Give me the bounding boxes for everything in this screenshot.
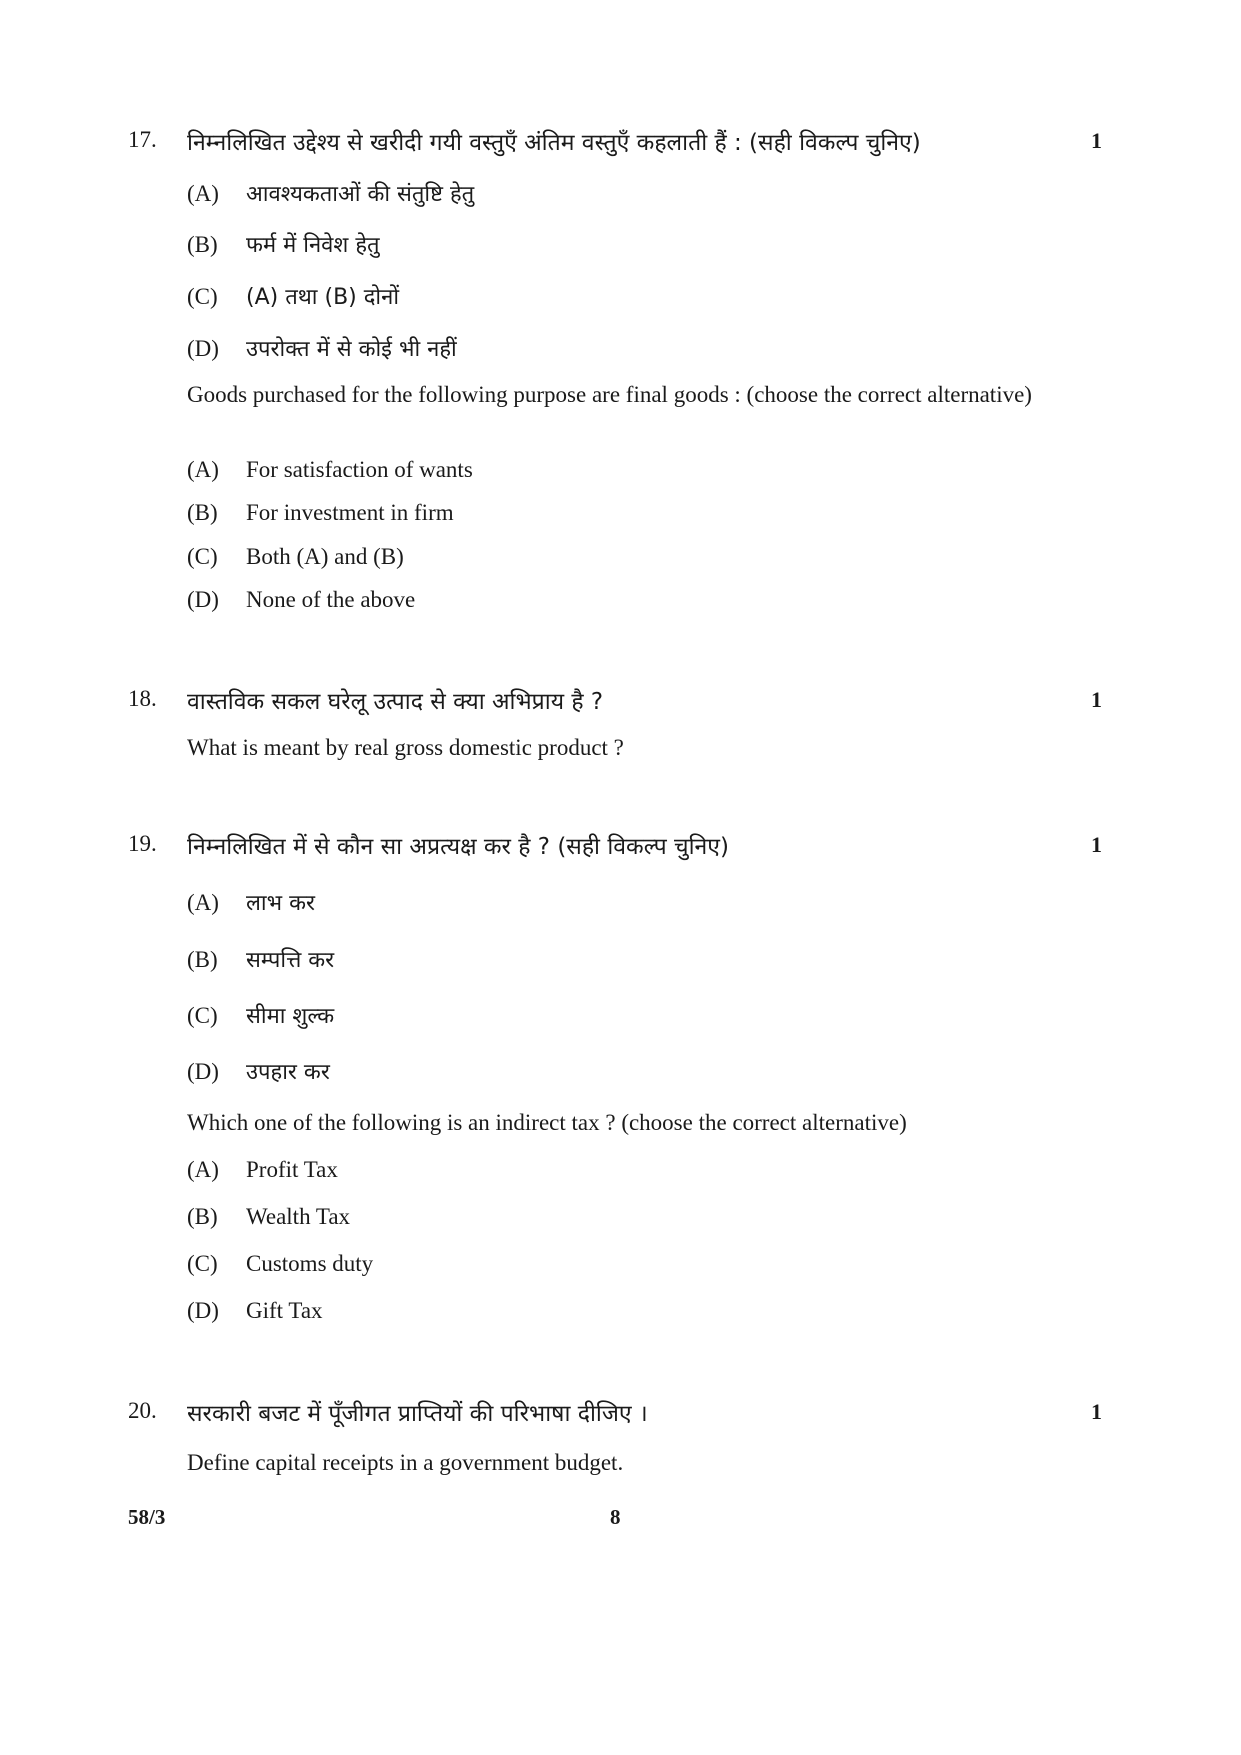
option-text: सम्पत्ति कर (246, 948, 335, 973)
marks: 1 (1091, 687, 1102, 712)
option-english-b (187, 1204, 350, 1230)
option-text: Both (A) and (B) (246, 544, 404, 569)
option-label: (B) (187, 500, 218, 525)
marks: 1 (1091, 128, 1102, 153)
question-text-english: Which one of the following is an indirect tax ? (choose the correct alternative) (187, 1110, 907, 1135)
option-english-c (187, 1251, 373, 1277)
option-text: Gift Tax (246, 1298, 323, 1323)
option-label: (D) (187, 336, 219, 361)
option-english-c (187, 544, 404, 570)
question-text-hindi: निम्नलिखित में से कौन सा अप्रत्यक्ष कर है ? (सही विकल्प चुनिए) (187, 834, 729, 860)
page-number: 8 (610, 1505, 621, 1529)
option-hindi-a (187, 178, 474, 208)
option-english-b (187, 500, 454, 526)
option-text: उपहार कर (246, 1060, 330, 1085)
option-english-a (187, 1157, 338, 1183)
option-label: (C) (187, 544, 218, 569)
option-hindi-b (187, 944, 334, 974)
question-text-english: Goods purchased for the following purpose are final goods : (choose the correct alternative) (187, 382, 1032, 407)
option-hindi-b (187, 229, 380, 259)
question-number: 20. (128, 1398, 157, 1423)
option-hindi-d (187, 333, 457, 363)
option-text: None of the above (246, 587, 416, 612)
option-label: (D) (187, 587, 219, 612)
option-text: Profit Tax (246, 1157, 338, 1182)
option-label: (A) (187, 890, 219, 915)
option-text: Wealth Tax (246, 1204, 351, 1229)
option-label: (A) (187, 1157, 219, 1182)
option-label: (D) (187, 1059, 219, 1084)
question-text-english: What is meant by real gross domestic product ? (187, 735, 624, 760)
question-number: 18. (128, 686, 157, 711)
option-label: (B) (187, 947, 218, 972)
question-text-hindi: निम्नलिखित उद्देश्य से खरीदी गयी वस्तुएँ अंतिम वस्तुएँ कहलाती हैं : (सही विकल्प चुनिए) (187, 130, 921, 156)
question-number: 19. (128, 831, 157, 856)
option-label: (B) (187, 1204, 218, 1229)
question-text-hindi: वास्तविक सकल घरेलू उत्पाद से क्या अभिप्राय है ? (187, 689, 604, 715)
option-text: लाभ कर (246, 891, 315, 916)
option-label: (A) (187, 457, 219, 482)
marks: 1 (1091, 1399, 1102, 1424)
option-hindi-d (187, 1056, 330, 1086)
option-text: फर्म में निवेश हेतु (246, 233, 380, 258)
option-text: सीमा शुल्क (246, 1004, 335, 1029)
option-hindi-c (187, 1000, 334, 1030)
option-text: For satisfaction of wants (246, 457, 473, 482)
paper-code: 58/3 (128, 1505, 166, 1529)
option-text: For investment in firm (246, 500, 454, 525)
option-label: (D) (187, 1298, 219, 1323)
question-text-english: Define capital receipts in a government budget. (187, 1450, 624, 1475)
option-label: (B) (187, 232, 218, 257)
option-english-d (187, 1298, 323, 1324)
option-english-d (187, 587, 415, 613)
option-text: Customs duty (246, 1251, 374, 1276)
option-label: (A) (187, 181, 219, 206)
option-hindi-a (187, 887, 315, 917)
option-label: (C) (187, 1251, 218, 1276)
option-english-a (187, 457, 473, 483)
option-text: उपरोक्त में से कोई भी नहीं (246, 337, 457, 362)
option-text: आवश्यकताओं की संतुष्टि हेतु (246, 182, 475, 207)
question-text-hindi: सरकारी बजट में पूँजीगत प्राप्तियों की परिभाषा दीजिए । (187, 1401, 648, 1427)
option-label: (C) (187, 1003, 218, 1028)
marks: 1 (1091, 832, 1102, 857)
option-label: (C) (187, 284, 218, 309)
option-text: (A) तथा (B) दोनों (246, 285, 400, 310)
question-number: 17. (128, 127, 157, 152)
option-hindi-c (187, 281, 399, 311)
